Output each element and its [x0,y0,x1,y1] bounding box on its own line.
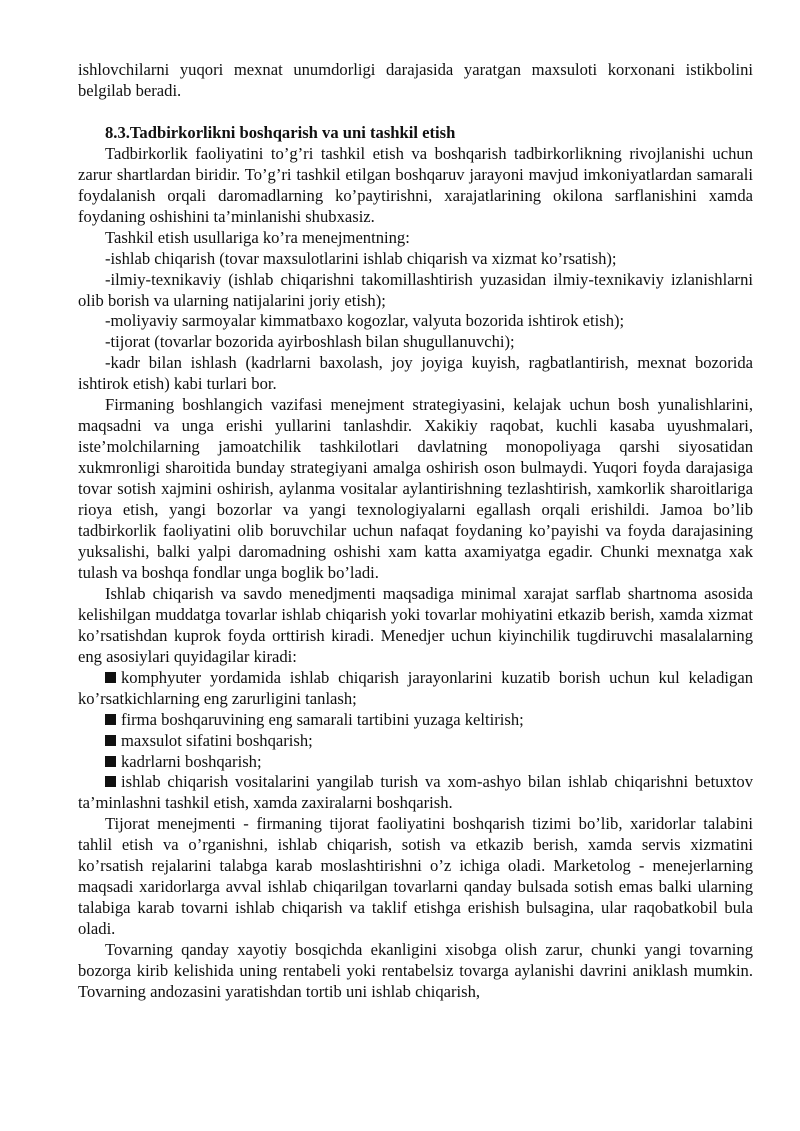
bullet-text: ishlab chiqarish vositalarini yangilab turish va xom-ashyo bilan ishlab chiqarishni betuxtov ta’minlashni tashkil etish, xamda zaxiralarni boshqarish. [78,772,753,813]
paragraph: Tadbirkorlik faoliyatini to’g’ri tashkil etish va boshqarish tadbirkorlikning rivojlanishi uchun zarur shartlardan biridir. To’g’ri tashkil etilgan boshqaruv jarayoni mavjud imkoniyatlardan samarali foydalanish orqali daromadlarning ko’paytirishni, xarajatlarining okilona sarflanishini xamda foydaning oshishini ta’minlanishi shubxasiz. [78,143,753,226]
list-item: -ilmiy-texnikaviy (ishlab chiqarishni takomillashtirish yuzasidan ilmiy-texnikaviy izlanishlarni olib borish va ularning natijalarini joriy etish); [78,269,753,310]
paragraph: Tashkil etish usullariga ko’ra menejmentning: [105,227,410,247]
square-bullet-icon [105,672,116,683]
list-item: -tijorat (tovarlar bozorida ayirboshlash bilan shugullanuvchi); [105,332,515,352]
bullet-item [78,668,753,710]
paragraph: Ishlab chiqarish va savdo menedjmenti maqsadiga minimal xarajat sarflab shartnoma asosida kelishilgan muddatga tovarlar ishlab chiqarish yoki tovarlar mohiyatini etkazib berish, xamda xizmat ko’rsatishdan kuprok foyda orttirish kiradi. Menedjer uchun kiyinchilik tugdiruvchi masalalarning eng asosiylari quyidagilar kiradi: [78,583,753,666]
list-item: -kadr bilan ishlash (kadrlarni baxolash, joy joyiga kuyish, ragbatlantirish, mexnat bozorida ishtirok etish) kabi turlari bor. [78,353,753,394]
bullet-text: komphyuter yordamida ishlab chiqarish jarayonlarini kuzatib borish uchun kul keladigan ko’rsatkichlarning eng zarurligini tanlash; [78,667,753,708]
paragraph: Tijorat menejmenti - firmaning tijorat faoliyatini boshqarish tizimi bo’lib, xaridorlar talabini tahlil etish va o’rganishni, ishlab chiqarish, sotish va etkazib berish, xamda servis xizmatini ko’rsatish rejalarini talabga karab moslashtirishni o’z ichiga oladi. Marketolog - menejerlarning maqsadi xaridorlarga avval ishlab chiqarilgan tovarlarni qanday bulsada sotish emas balki ularning talabiga karab tovarni ishlab chiqarish va taklif etishga erishish bulsagina, ular raqobatkobil bula oladi. [78,814,753,939]
list-item: -ishlab chiqarish (tovar maxsulotlarini ishlab chiqarish va xizmat ko’rsatish); [105,248,617,268]
bullet-text: kadrlarni boshqarish; [121,751,262,771]
bullet-text: maxsulot sifatini boshqarish; [121,730,313,750]
square-bullet-icon [105,756,116,767]
paragraph: Tovarning qanday xayotiy bosqichda ekanligini xisobga olish zarur, chunki yangi tovarning bozorga kirib kelishida uning rentabeli yoki rentabelsiz tovarga aylanishi davrini aniklash mumkin. Tovarning andozasini yaratishdan tortib uni ishlab chiqarish, [78,940,753,1001]
document-page [78,60,753,1003]
section-heading: 8.3.Tadbirkorlikni boshqarish va uni tashkil etish [105,122,456,142]
paragraph-continuation: ishlovchilarni yuqori mexnat unumdorligi darajasida yaratgan maxsuloti korxonani istikbolini belgilab beradi. [78,60,753,100]
list-item: -moliyaviy sarmoyalar kimmatbaxo kogozlar, valyuta bozorida ishtirok etish); [105,311,625,331]
bullet-item [78,731,753,752]
paragraph: Firmaning boshlangich vazifasi menejment strategiyasini, kelajak uchun bosh yunalishlarini, maqsadni va unga erishi yullarini tanlashdir. Xakikiy raqobat, kuchli kasaba uyushmalari, iste’molchilarning jamoatchilik tashkilotlari davlatning monopoliyaga qarshi siyosatidan xukmronligi sharoitida bunday strategiyani amalga oshirish oson bulmaydi. Yuqori foyda darajasiga tovar sotish xajmini oshirish, aylanma vositalar aylantirishning tezlashtirish, xamkorlik sharoitlariga rioya etish, yangi bozorlar va yangi texnologiyalarni egallash orqali erishildi. Jamoa bo’lib tadbirkorlik faoliyatini olib boruvchilar uchun nafaqat foydaning ko’payishi va foyda darajasining yuksalishi, balki yalpi daromadning oshishi xam katta axamiyatga egadir. Chunki mexnatga xak tulash va boshqa fondlar unga boglik bo’ladi. [78,395,753,582]
square-bullet-icon [105,735,116,746]
bullet-item [78,752,753,773]
bullet-item [78,772,753,814]
bullet-item [78,710,753,731]
square-bullet-icon [105,776,116,787]
square-bullet-icon [105,714,116,725]
bullet-text: firma boshqaruvining eng samarali tartibini yuzaga keltirish; [121,709,524,729]
